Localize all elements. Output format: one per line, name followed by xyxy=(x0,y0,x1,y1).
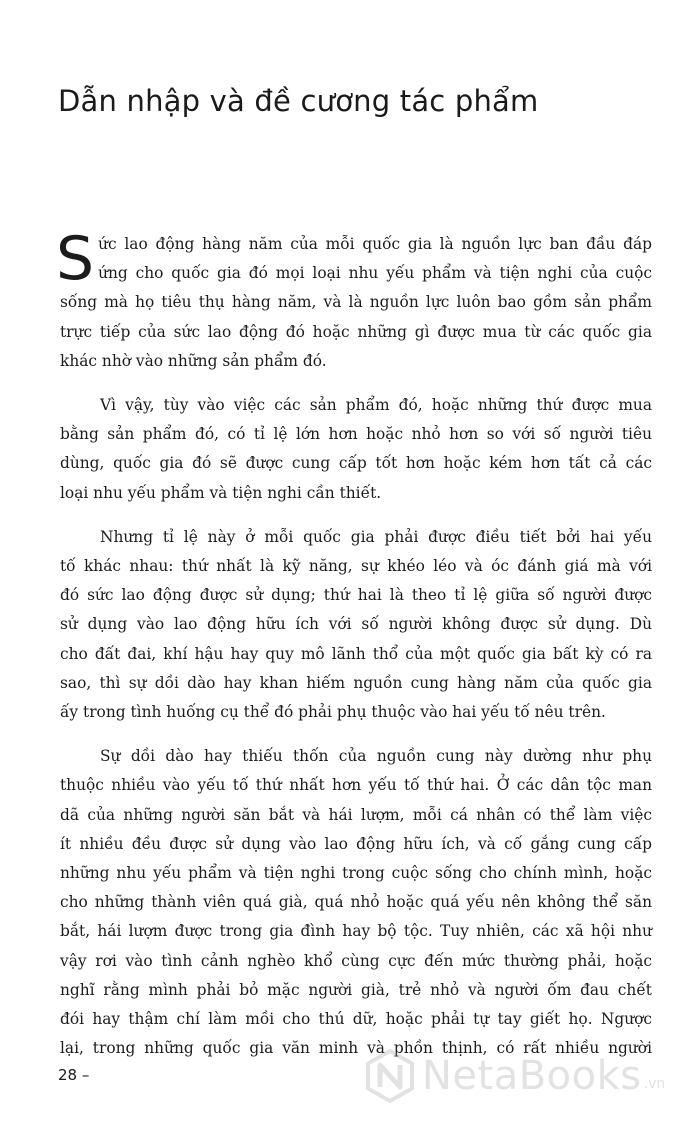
watermark xyxy=(362,1046,665,1106)
text-line: tố khác nhau: thứ nhất là kỹ năng, sự khéo léo và óc đánh giá mà với xyxy=(60,557,652,576)
body-text xyxy=(56,224,652,1078)
text-line: thuộc nhiều vào yếu tố thứ nhất hơn yếu tố thứ hai. Ở các dân tộc man xyxy=(60,776,652,795)
text-line: dã của những người săn bắt và hái lượm, mỗi cá nhân có thể làm việc xyxy=(60,805,652,824)
text-line: ít nhiều đều được sử dụng vào lao động hữu ích, và cố gắng cung cấp xyxy=(60,834,652,853)
text-line: ứng cho quốc gia đó mọi loại nhu yếu phẩm và tiện nghi của cuộc xyxy=(98,264,652,283)
text-line: bắt, hái lượm được trong gia đình hay bộ tộc. Tuy nhiên, các xã hội như xyxy=(60,922,652,941)
text-line: Nhưng tỉ lệ này ở mỗi quốc gia phải được điều tiết bởi hai yếu xyxy=(100,527,652,546)
chapter-title: Dẫn nhập và đề cương tác phẩm xyxy=(58,84,539,118)
text-line: Sự dồi dào hay thiếu thốn của nguồn cung này dường như phụ xyxy=(100,747,652,766)
text-line: loại nhu yếu phẩm và tiện nghi cần thiết. xyxy=(60,483,382,502)
text-line: bằng sản phẩm đó, có tỉ lệ lớn hơn hoặc nhỏ hơn so với số người tiêu xyxy=(60,425,652,444)
paragraph-4 xyxy=(60,742,652,1063)
text-line: nghĩ rằng mình phải bỏ mặc người già, trẻ nhỏ và người ốm đau chết xyxy=(60,980,652,999)
watermark-text: NetaBooks xyxy=(422,1053,642,1099)
text-line: cho đất đai, khí hậu hay quy mô lãnh thổ của một quốc gia bất kỳ có ra xyxy=(60,644,652,663)
page-number: 28 – xyxy=(58,1066,90,1084)
text-line: đói hay thậm chí làm mồi cho thú dữ, hoặc phải tự tay giết họ. Ngược xyxy=(60,1010,652,1029)
text-line: Vì vậy, tùy vào việc các sản phẩm đó, hoặc những thứ được mua xyxy=(100,396,652,415)
text-line: dùng, quốc gia đó sẽ được cung cấp tốt hơn hoặc kém hơn tất cả các xyxy=(60,454,652,473)
text-line: lại, trong những quốc gia văn minh và phồn thịnh, có rất nhiều người xyxy=(60,1039,652,1058)
text-line: sống mà họ tiêu thụ hàng năm, và là nguồn lực luôn bao gồm sản phẩm xyxy=(60,293,652,312)
text-line: sao, thì sự dồi dào hay khan hiếm nguồn cung hàng năm của quốc gia xyxy=(60,673,652,692)
text-line: đó sức lao động được sử dụng; thứ hai là theo tỉ lệ giữa số người được xyxy=(60,586,652,605)
text-line: những nhu yếu phẩm và tiện nghi trong cuộc sống cho chính mình, hoặc xyxy=(60,864,652,883)
netabooks-logo-icon xyxy=(362,1048,418,1104)
text-line: ấy trong tình huống cụ thể đó phải phụ thuộc vào hai yếu tố nêu trên. xyxy=(60,703,606,722)
text-line: vậy rơi vào tình cảnh nghèo khổ cùng cực đến mức thường phải, hoặc xyxy=(60,951,652,970)
watermark-tld: .vn xyxy=(643,1076,666,1092)
paragraph-2 xyxy=(60,391,652,508)
paragraph-1 xyxy=(56,224,652,376)
text-line: sử dụng vào lao động hữu ích với số người không được sử dụng. Dù xyxy=(60,615,652,634)
text-line: trực tiếp của sức lao động đó hoặc những gì được mua từ các quốc gia xyxy=(60,322,652,341)
drop-cap: S xyxy=(56,224,95,294)
text-line: cho những thành viên quá già, quá nhỏ hoặc quá yếu nên không thể săn xyxy=(60,893,652,912)
text-line: ức lao động hàng năm của mỗi quốc gia là nguồn lực ban đầu đáp xyxy=(98,235,652,253)
text-line: khác nhờ vào những sản phẩm đó. xyxy=(60,351,327,370)
paragraph-3 xyxy=(60,523,652,727)
